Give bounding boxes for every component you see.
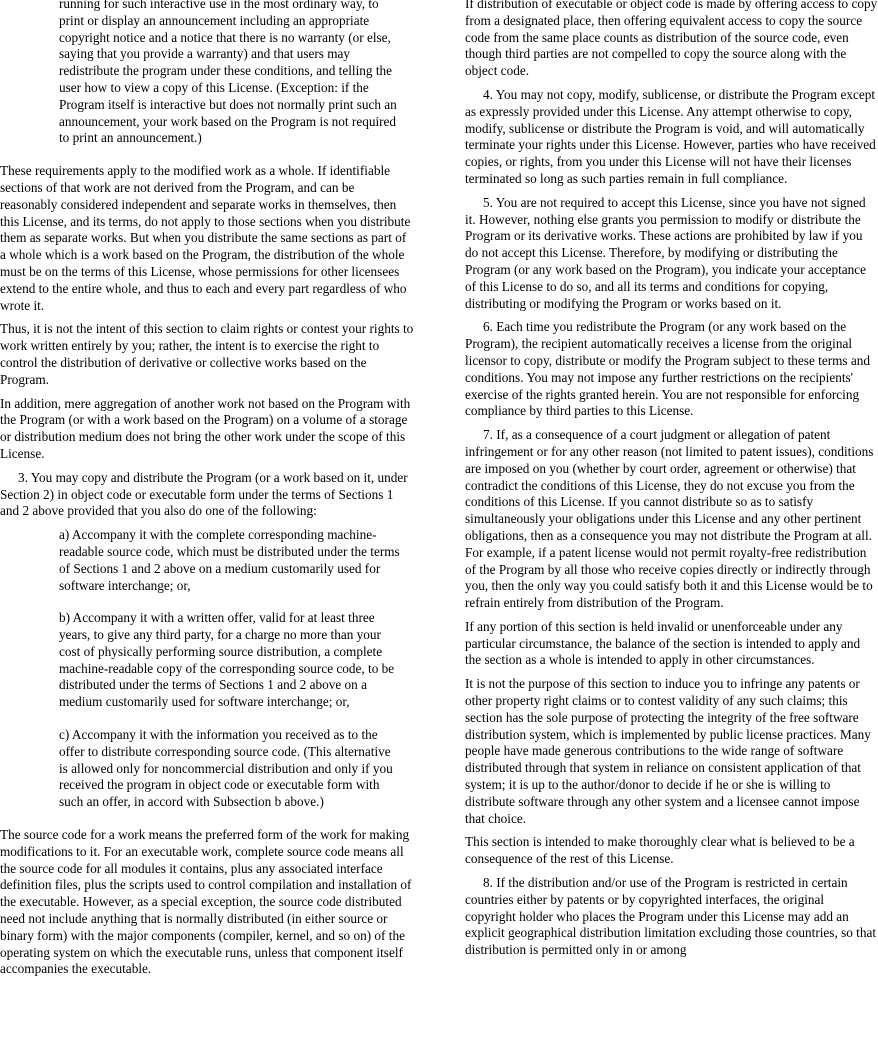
paragraph: 7. If, as a consequence of a court judgment or allegation of patent infringement or for any other reason (not limited to patent issues), conditions are imposed on you (whether by court order, agreement or otherwise) that contradict the conditions of this License, they do not excuse you from the conditions of this License. If you cannot distribute so as to satisfy simultaneously your obligations under this License and any other pertinent obligations, then as a consequence you may not distribute the Program at all. For example, if a patent license would not permit royalty-free redistribution of the Program by all those who receive copies directly or indirectly through you, then the only way you could satisfy both it and this License would be to refrain entirely from distribution of the Program. — [465, 427, 874, 611]
paragraph: 5. You are not required to accept this License, since you have not signed it. However, nothing else grants you permission to modify or distribute the Program or its derivative works. These actions are prohibited by law if you do not accept this License. Therefore, by modifying or distributing the Program (or any work based on the Program), you indicate your acceptance of this License to do so, and all its terms and conditions for copying, distributing or modifying the Program or works based on it. — [465, 194, 867, 311]
paragraph: a) Accompany it with the complete corresponding machine-readable source code, which must be distributed under the terms of Sections 1 and 2 above on a medium customarily used for software interchange; or, — [59, 527, 400, 593]
paragraph: running for such interactive use in the most ordinary way, to print or display an announcement including an appropriate copyright notice and a notice that there is no warranty (or else, saying that you provide a warranty) and that users may redistribute the program under these conditions, and telling the user how to view a copy of this License. (Exception: if the Program itself is interactive but does not normally print such an announcement, your work based on the Program is not required to print an announcement.) — [59, 0, 397, 146]
paragraph: If any portion of this section is held invalid or unenforceable under any particular circumstance, the balance of the section is intended to apply and the section as a whole is intended to apply in other circumstances. — [465, 618, 861, 668]
paragraph: Thus, it is not the intent of this section to claim rights or contest your rights to work written entirely by you; rather, the intent is to exercise the right to control the distribution of derivative or collective works based on the Program. — [0, 321, 414, 387]
paragraph: 4. You may not copy, modify, sublicense, or distribute the Program except as expressly provided under this License. Any attempt otherwise to copy, modify, sublicense or distribute the Program is void, and will automatically terminate your rights under this License. However, parties who have received copies, or rights, from you under this License will not have their licenses terminated so long as such parties remain in full compliance. — [465, 86, 876, 186]
paragraph: If distribution of executable or object code is made by offering access to copy from a designated place, then offering equivalent access to copy the source code from the same place counts as distribution of the source code, even though third parties are not compelled to copy the source along with the object code. — [465, 0, 878, 79]
paragraph: In addition, mere aggregation of another work not based on the Program with the Program (or with a work based on the Program) on a volume of a storage or distribution medium does not bring the other work under the scope of this License. — [0, 395, 411, 461]
paragraph: 6. Each time you redistribute the Program (or any work based on the Program), the recipient automatically receives a license from the original licensor to copy, distribute or modify the Program subject to these terms and conditions. You may not impose any further restrictions on the recipients' exercise of the rights granted herein. You are not responsible for enforcing compliance by third parties to this License. — [465, 319, 871, 419]
paragraph: These requirements apply to the modified work as a whole. If identifiable sections of that work are not derived from the Program, and can be reasonably considered independent and separate works in themselves, then this License, and its terms, do not apply to those sections when you distribute them as separate works. But when you distribute the same sections as part of a whole which is a work based on the Program, the distribution of the whole must be on the terms of this License, whose permissions for other licensees extend to the entire whole, and thus to each and every part regardless of who wrote it. — [0, 163, 411, 313]
paragraph: It is not the purpose of this section to induce you to infringe any patents or other property right claims or to contest validity of any such claims; this section has the sole purpose of protecting the integrity of the free software distribution system, which is implemented by public license practices. Many people have made generous contributions to the wide range of software distributed through that system in reliance on consistent application of that system; it is up to the author/donor to decide if he or she is willing to distribute software through any other system and a licensee cannot impose that choice. — [465, 676, 871, 826]
paragraph: 3. You may copy and distribute the Program (or a work based on it, under Section 2) in object code or executable form under the terms of Sections 1 and 2 above provided that you also do one of the following: — [0, 469, 408, 519]
paragraph: c) Accompany it with the information you received as to the offer to distribute corresponding source code. (This alternative is allowed only for noncommercial distribution and only if you received the program in object code or executable form with such an offer, in accord with Subsection b above.) — [59, 727, 393, 810]
paragraph: b) Accompany it with a written offer, valid for at least three years, to give any third party, for a charge no more than your cost of physically performing source distribution, a complete machine-readable copy of the corresponding source code, to be distributed under the terms of Sections 1 and 2 above on a medium customarily used for software interchange; or, — [59, 610, 395, 710]
left-column — [0, 0, 414, 985]
paragraph: 8. If the distribution and/or use of the Program is restricted in certain countries either by patents or by copyrighted interfaces, the original copyright holder who places the Program under this License may add an explicit geographical distribution limitation excluding those countries, so that distribution is permitted only in or among — [465, 875, 877, 958]
right-column — [465, 0, 878, 966]
paragraph: The source code for a work means the preferred form of the work for making modifications to it. For an executable work, complete source code means all the source code for all modules it contains, plus any associated interface definition files, plus the scripts used to control compilation and installation of the executable. However, as a special exception, the source code distributed need not include anything that is normally distributed (in either source or binary form) with the major components (compiler, kernel, and so on) of the operating system on which the executable runs, unless that component itself accompanies the executable. — [0, 827, 412, 977]
paragraph: This section is intended to make thoroughly clear what is believed to be a consequence of the rest of this License. — [465, 834, 855, 867]
